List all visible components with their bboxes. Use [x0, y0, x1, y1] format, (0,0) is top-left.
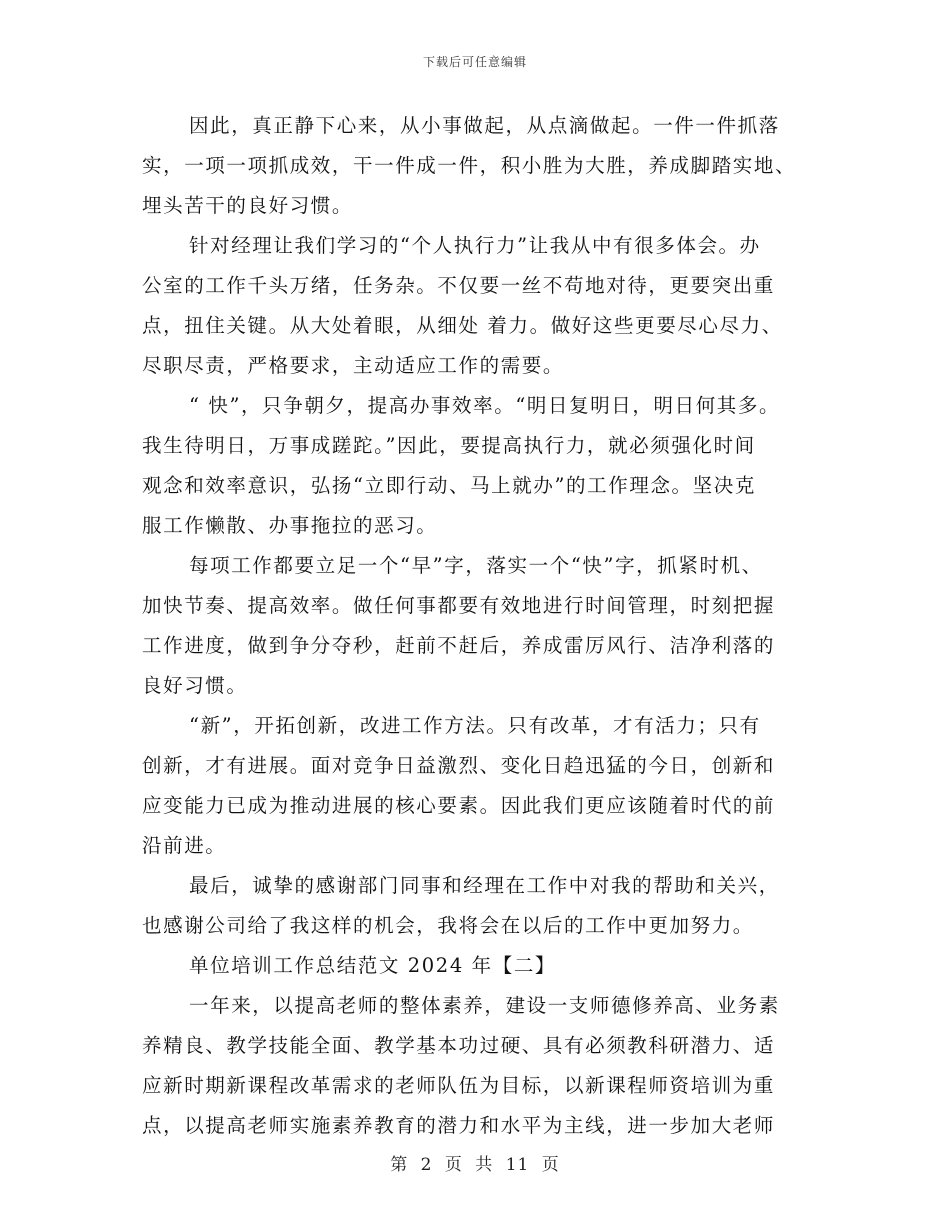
text-line: 良好习惯。: [142, 674, 248, 697]
text-line: “ 快”，只争朝夕，提高办事效率。“明日复明日，明日何其多。: [189, 394, 781, 417]
text-line: “新”，开拓创新，改进工作方法。只有改革，才有活力；只有: [189, 714, 761, 737]
text-line: 工作进度，做到争分夺秒，赶前不赶后，养成雷厉风行、洁净利落的: [142, 634, 776, 657]
text-line: 针对经理让我们学习的“个人执行力”让我从中有很多体会。办: [189, 234, 761, 257]
text-line: 应新时期新课程改革需求的老师队伍为目标，以新课程师资培训为重: [142, 1074, 776, 1097]
text-line: 点，扭住关键。从大处着眼，从细处 着力。做好这些更要尽心尽力、: [142, 314, 783, 337]
text-line: 也感谢公司给了我这样的机会，我将会在以后的工作中更加努力。: [142, 914, 754, 937]
text-line: 一年来，以提高老师的整体素养，建设一支师德修养高、业务素: [189, 994, 780, 1017]
text-line: 加快节奏、提高效率。做任何事都要有效地进行时间管理，时刻把握: [142, 594, 776, 617]
text-line: 应变能力已成为推动进展的核心要素。因此我们更应该随着时代的前: [142, 794, 776, 817]
text-line: 公室的工作千头万绪，任务杂。不仅要一丝不苟地对待，更要突出重: [142, 274, 776, 297]
section-heading: 单位培训工作总结范文 2024 年【二】: [189, 954, 557, 977]
text-line: 创新，才有进展。面对竞争日益激烈、变化日趋迅猛的今日，创新和: [142, 754, 776, 777]
text-line: 沿前进。: [142, 834, 227, 857]
page-header: 下载后可任意编辑: [422, 55, 527, 69]
text-line: 观念和效率意识，弘扬“立即行动、马上就办”的工作理念。坚决克: [142, 474, 756, 497]
text-line: 尽职尽责，严格要求，主动适应工作的需要。: [142, 354, 565, 377]
text-line: 最后，诚挚的感谢部门同事和经理在工作中对我的帮助和关兴，: [189, 874, 780, 897]
text-line: 服工作懒散、办事拖拉的恶习。: [142, 514, 438, 537]
text-line: 我生待明日，万事成蹉跎。”因此，要提高执行力，就必须强化时间: [142, 434, 756, 457]
page-number-footer: 第 2 页 共 11 页: [390, 1155, 560, 1175]
text-line: 每项工作都要立足一个“早”字，落实一个“快”字，抓紧时机、: [189, 554, 763, 577]
text-line: 埋头苦干的良好习惯。: [142, 194, 354, 217]
text-line: 因此，真正静下心来，从小事做起，从点滴做起。一件一件抓落: [189, 114, 780, 137]
text-line: 养精良、教学技能全面、教学基本功过硬、具有必须教科研潜力、适: [142, 1034, 776, 1057]
document-body: [142, 106, 810, 1146]
text-line: 点，以提高老师实施素养教育的潜力和水平为主线，进一步加大老师: [142, 1114, 776, 1137]
text-line: 实，一项一项抓成效，干一件成一件，积小胜为大胜，养成脚踏实地、: [142, 154, 797, 177]
